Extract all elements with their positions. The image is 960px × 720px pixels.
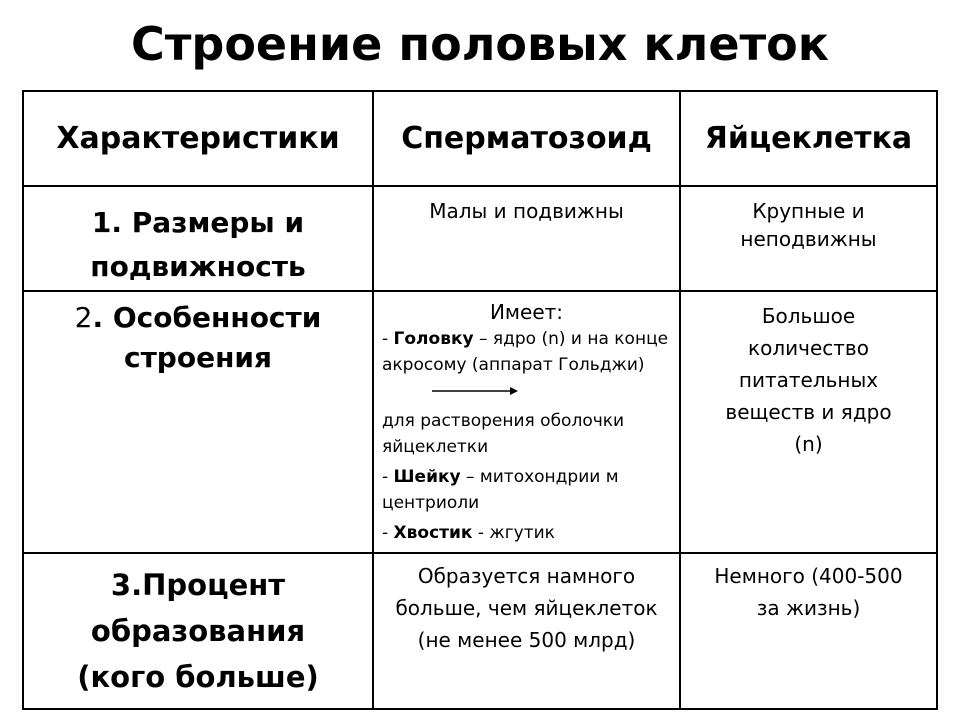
arrow-right-icon: [432, 386, 518, 396]
sperm-head-item: - Головку – ядро (n) и на конце акросому (аппарат Гольджи): [374, 326, 679, 404]
row-label-structure-number: 2: [74, 301, 93, 334]
table-header-row: [23, 91, 937, 186]
cell-egg-size: [680, 186, 937, 291]
cell-egg-formation: [680, 553, 937, 709]
page-title: Строение половых клеток: [130, 17, 830, 71]
table-row: [23, 186, 937, 291]
cell-sperm-structure-intro: Имеет:: [489, 300, 564, 324]
cell-egg-structure: [680, 291, 937, 553]
cell-egg-structure-text: Большое количество питательных веществ и ядро (n): [725, 304, 892, 456]
table-row: [23, 553, 937, 709]
row-label-size-text: 1. Размеры и подвижность: [90, 206, 306, 283]
header-egg: Яйцеклетка: [680, 91, 937, 186]
cell-sperm-formation: [373, 553, 680, 709]
cell-sperm-formation-text: Образуется намного больше, чем яйцеклеток (не менее 500 млрд): [395, 564, 658, 652]
row-label-size: [23, 186, 373, 291]
comparison-table: [22, 90, 938, 710]
sperm-neck-item: - Шейку – митохондрии м центриоли: [382, 467, 619, 513]
row-label-formation-text: 3.Процент образования (кого больше): [77, 568, 319, 694]
cell-sperm-size-text: Малы и подвижны: [429, 199, 624, 223]
sperm-tail-item: - Хвостик - жгутик: [382, 523, 555, 543]
header-characteristics: Характеристики: [23, 91, 373, 186]
sperm-acrosome-purpose: для растворения оболочки яйцеклетки: [382, 411, 625, 457]
header-sperm: Сперматозоид: [373, 91, 680, 186]
cell-egg-formation-text: Немного (400-500 за жизнь): [714, 564, 903, 620]
cell-sperm-size: [373, 186, 680, 291]
table-row: [23, 291, 937, 553]
cell-sperm-structure: [373, 291, 680, 553]
cell-egg-size-text: Крупные и неподвижны: [740, 199, 877, 251]
row-label-structure-text: . Особенности строения: [92, 301, 322, 374]
row-label-formation: [23, 553, 373, 709]
row-label-structure: [23, 291, 373, 553]
